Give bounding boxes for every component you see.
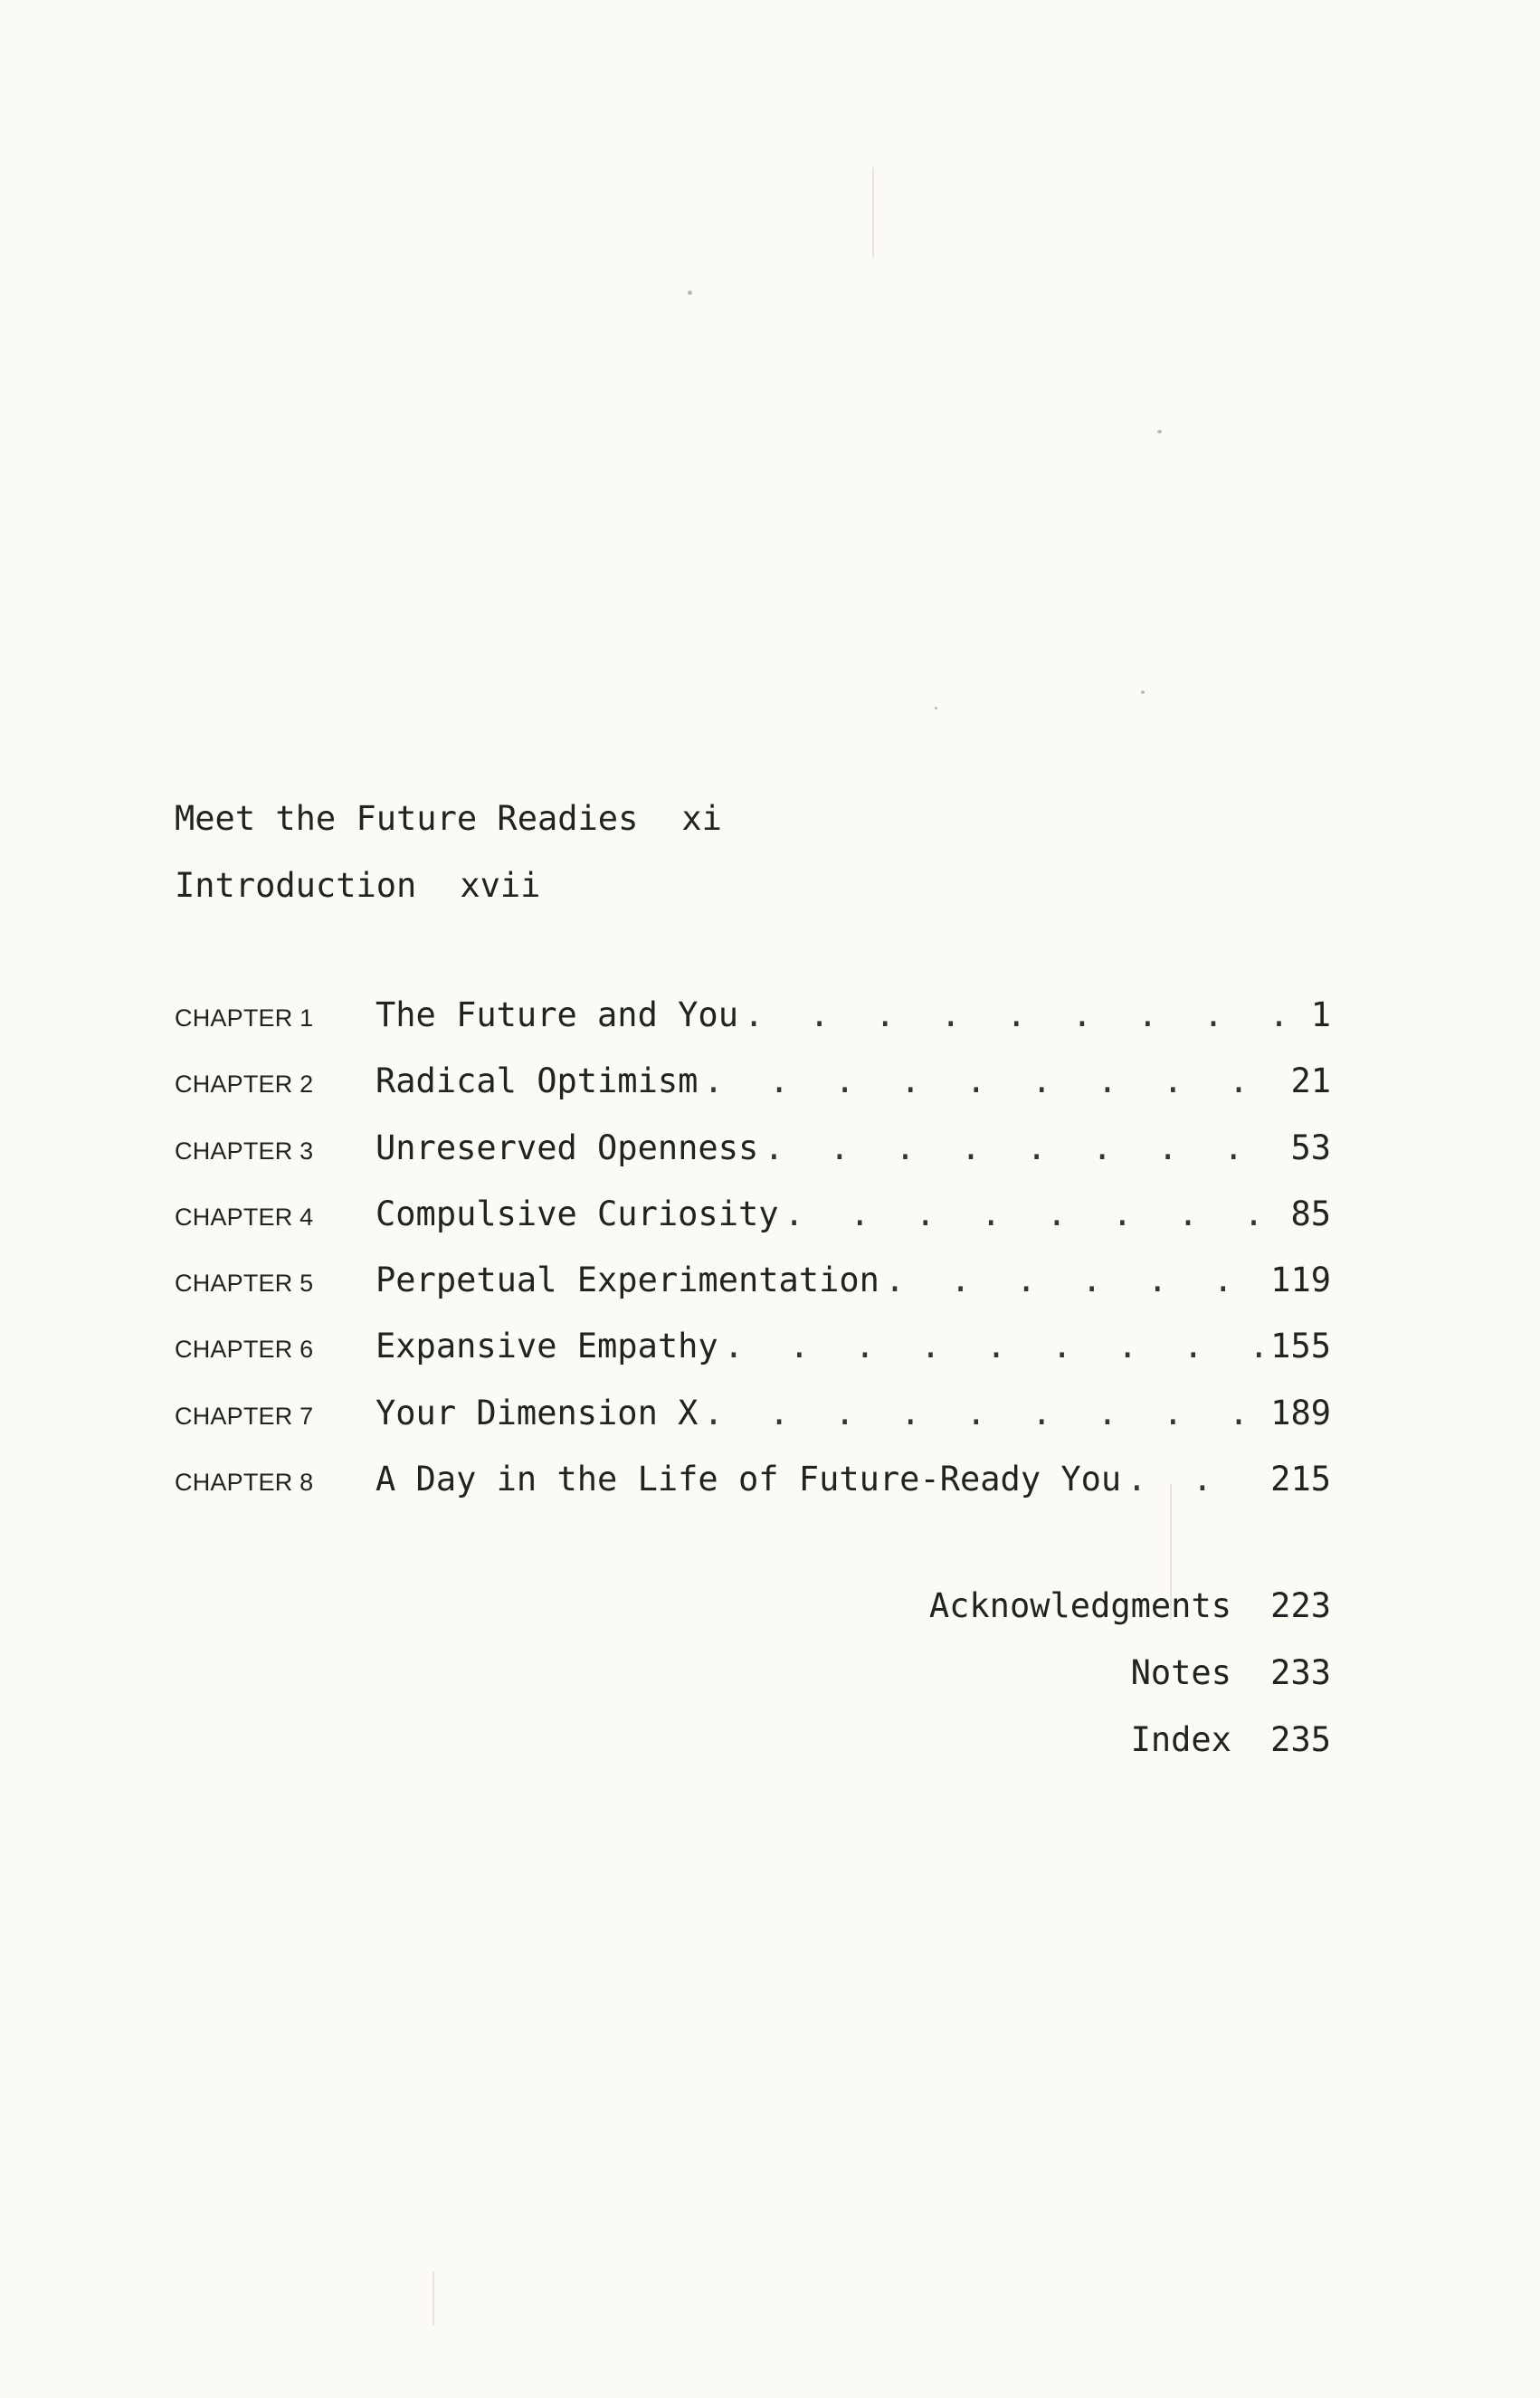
back-matter-entry[interactable] xyxy=(929,1707,1331,1774)
chapter-entry[interactable] xyxy=(175,1446,1331,1512)
paper-streak xyxy=(433,2271,434,2326)
chapter-page: 189 xyxy=(1270,1393,1331,1432)
dot-leader xyxy=(764,1115,1285,1181)
entry-page: xvii xyxy=(460,866,541,905)
dot-leader xyxy=(724,1313,1265,1379)
chapter-label: CHAPTER 6 xyxy=(175,1336,314,1364)
chapter-label: CHAPTER 3 xyxy=(175,1137,314,1165)
chapter-title: Compulsive Curiosity xyxy=(375,1194,779,1233)
dot-leader xyxy=(784,1181,1286,1247)
chapter-page: 85 xyxy=(1290,1194,1331,1233)
chapter-entry[interactable] xyxy=(175,1181,1331,1247)
front-matter-list xyxy=(175,785,722,919)
entry-page: 235 xyxy=(1270,1720,1331,1759)
dot-leader xyxy=(1126,1446,1265,1512)
back-matter-entry[interactable] xyxy=(929,1573,1331,1640)
chapter-entry[interactable] xyxy=(175,1048,1331,1114)
chapter-title: Your Dimension X xyxy=(375,1393,699,1432)
chapter-page: 1 xyxy=(1310,995,1331,1034)
back-matter-list xyxy=(929,1573,1331,1774)
chapter-label: CHAPTER 1 xyxy=(175,1004,314,1032)
chapter-label: CHAPTER 8 xyxy=(175,1469,314,1497)
back-matter-entry[interactable] xyxy=(929,1640,1331,1707)
chapter-entry[interactable] xyxy=(175,1313,1331,1379)
entry-page: 223 xyxy=(1270,1586,1331,1625)
chapter-page: 53 xyxy=(1290,1128,1331,1167)
chapter-page: 21 xyxy=(1290,1061,1331,1101)
entry-title: Meet the Future Readies xyxy=(175,799,639,838)
paper-speck xyxy=(1141,690,1145,694)
chapter-label: CHAPTER 4 xyxy=(175,1203,314,1231)
chapter-entry[interactable] xyxy=(175,1380,1331,1446)
front-matter-entry[interactable] xyxy=(175,785,722,852)
front-matter-entry[interactable] xyxy=(175,852,722,919)
entry-title: Introduction xyxy=(175,866,417,905)
dot-leader xyxy=(703,1048,1285,1114)
chapter-title: The Future and You xyxy=(375,995,738,1034)
entry-title: Index xyxy=(1130,1720,1231,1759)
chapter-label: CHAPTER 5 xyxy=(175,1270,314,1298)
chapter-label: CHAPTER 7 xyxy=(175,1402,314,1430)
paper-streak xyxy=(872,167,874,258)
chapter-title: Radical Optimism xyxy=(375,1061,699,1101)
chapter-entry[interactable] xyxy=(175,1247,1331,1313)
chapter-entry[interactable] xyxy=(175,982,1331,1048)
chapter-page: 215 xyxy=(1270,1460,1331,1499)
chapter-title: Unreserved Openness xyxy=(375,1128,759,1167)
chapter-entry[interactable] xyxy=(175,1115,1331,1181)
chapter-title: A Day in the Life of Future-Ready You xyxy=(375,1460,1122,1499)
dot-leader xyxy=(703,1380,1265,1446)
chapter-title: Perpetual Experimentation xyxy=(375,1261,879,1300)
chapter-title: Expansive Empathy xyxy=(375,1327,718,1366)
entry-page: xi xyxy=(681,799,722,838)
chapter-label: CHAPTER 2 xyxy=(175,1071,314,1099)
dot-leader xyxy=(744,982,1306,1048)
chapter-list xyxy=(175,982,1331,1512)
chapter-page: 155 xyxy=(1270,1327,1331,1366)
entry-page: 233 xyxy=(1270,1653,1331,1692)
chapter-page: 119 xyxy=(1270,1261,1331,1300)
entry-title: Notes xyxy=(1130,1653,1231,1692)
paper-speck xyxy=(688,290,692,295)
paper-speck xyxy=(1157,430,1162,433)
dot-leader xyxy=(885,1247,1265,1313)
paper-speck xyxy=(935,707,937,709)
entry-title: Acknowledgments xyxy=(928,1586,1231,1625)
